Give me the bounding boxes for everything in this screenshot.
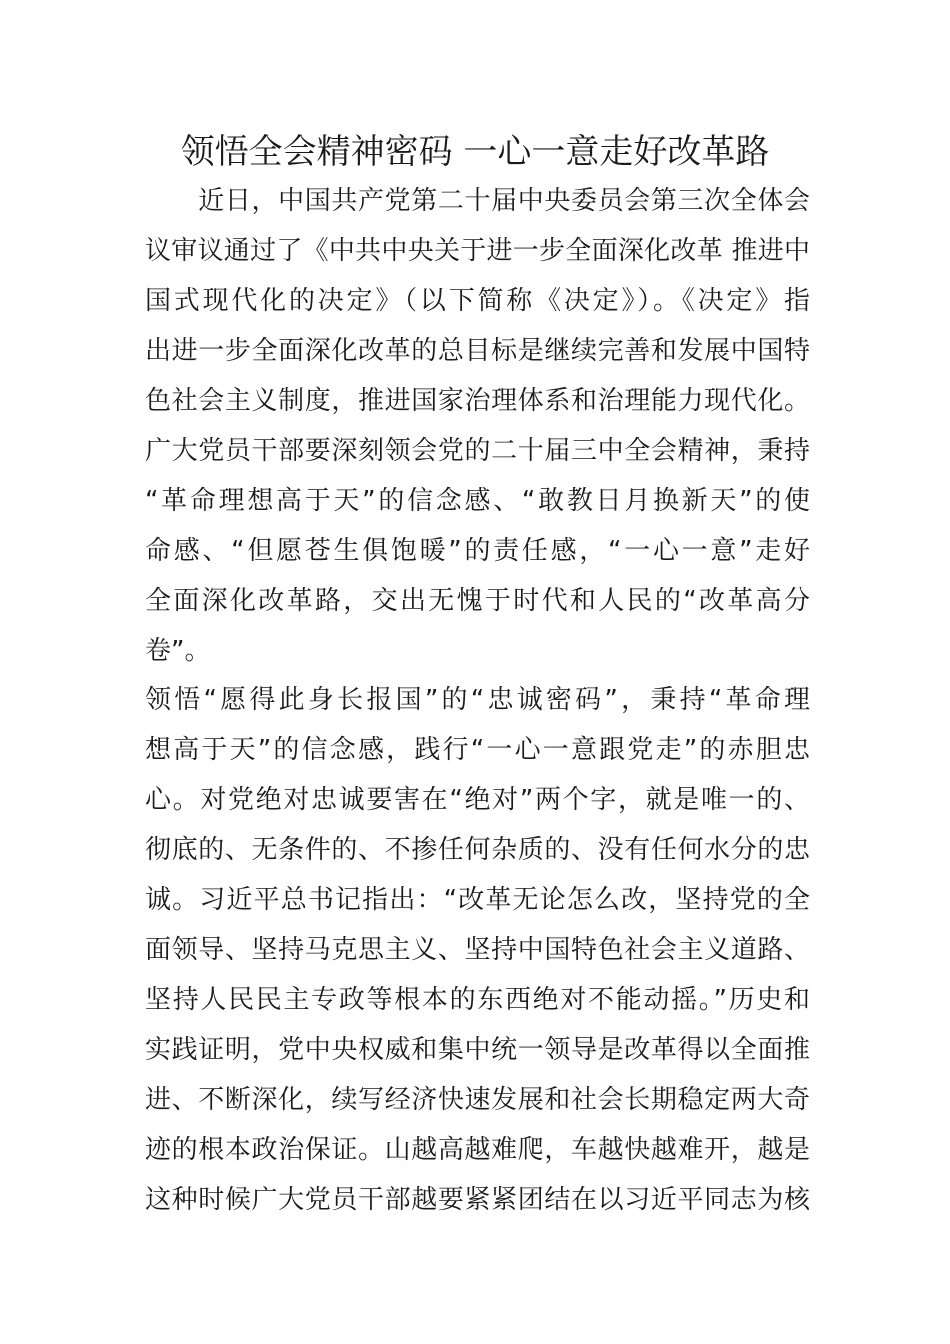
paragraph-2 — [145, 675, 810, 1225]
text-line: 想高于天”的信念感，践行“一心一意跟党走”的赤胆忠 — [145, 735, 810, 765]
text-line: 领悟“愿得此身长报国”的“忠诚密码”，秉持“革命理 — [145, 685, 810, 715]
text-line: 诚。习近平总书记指出：“改革无论怎么改，坚持党的全 — [145, 885, 810, 915]
paragraph-1 — [145, 176, 810, 676]
text-line: 这种时候广大党员干部越要紧紧团结在以习近平同志为核 — [145, 1185, 810, 1215]
text-line: 实践证明，党中央权威和集中统一领导是改革得以全面推 — [145, 1035, 810, 1065]
text-line: 出进一步全面深化改革的总目标是继续完善和发展中国特 — [145, 336, 810, 366]
text-line: 心。对党绝对忠诚要害在“绝对”两个字，就是唯一的、 — [145, 785, 810, 815]
text-line: “革命理想高于天”的信念感、“敢教日月换新天”的使 — [145, 486, 810, 516]
text-line: 全面深化改革路，交出无愧于时代和人民的“改革高分 — [145, 586, 810, 616]
text-line: 面领导、坚持马克思主义、坚持中国特色社会主义道路、 — [145, 935, 810, 965]
text-line: 进、不断深化，续写经济快速发展和社会长期稳定两大奇 — [145, 1085, 810, 1115]
text-line: 近日，中国共产党第二十届中央委员会第三次全体会 — [145, 186, 810, 216]
text-line: 命感、“但愿苍生俱饱暖”的责任感，“一心一意”走好 — [145, 536, 810, 566]
text-line: 彻底的、无条件的、不掺任何杂质的、没有任何水分的忠 — [145, 835, 810, 865]
text-line: 坚持人民民主专政等根本的东西绝对不能动摇。”历史和 — [145, 985, 810, 1015]
text-line: 广大党员干部要深刻领会党的二十届三中全会精神，秉持 — [145, 436, 810, 466]
text-line: 色社会主义制度，推进国家治理体系和治理能力现代化。 — [145, 386, 810, 416]
text-line: 议审议通过了《中共中央关于进一步全面深化改革 推进中 — [145, 236, 810, 266]
document-title: 领悟全会精神密码 一心一意走好改革路 — [180, 132, 770, 172]
text-line: 迹的根本政治保证。山越高越难爬，车越快越难开，越是 — [145, 1135, 810, 1165]
text-line: 国式现代化的决定》（以下简称《决定》）。《决定》指 — [145, 286, 810, 316]
text-line: 卷”。 — [145, 636, 211, 666]
